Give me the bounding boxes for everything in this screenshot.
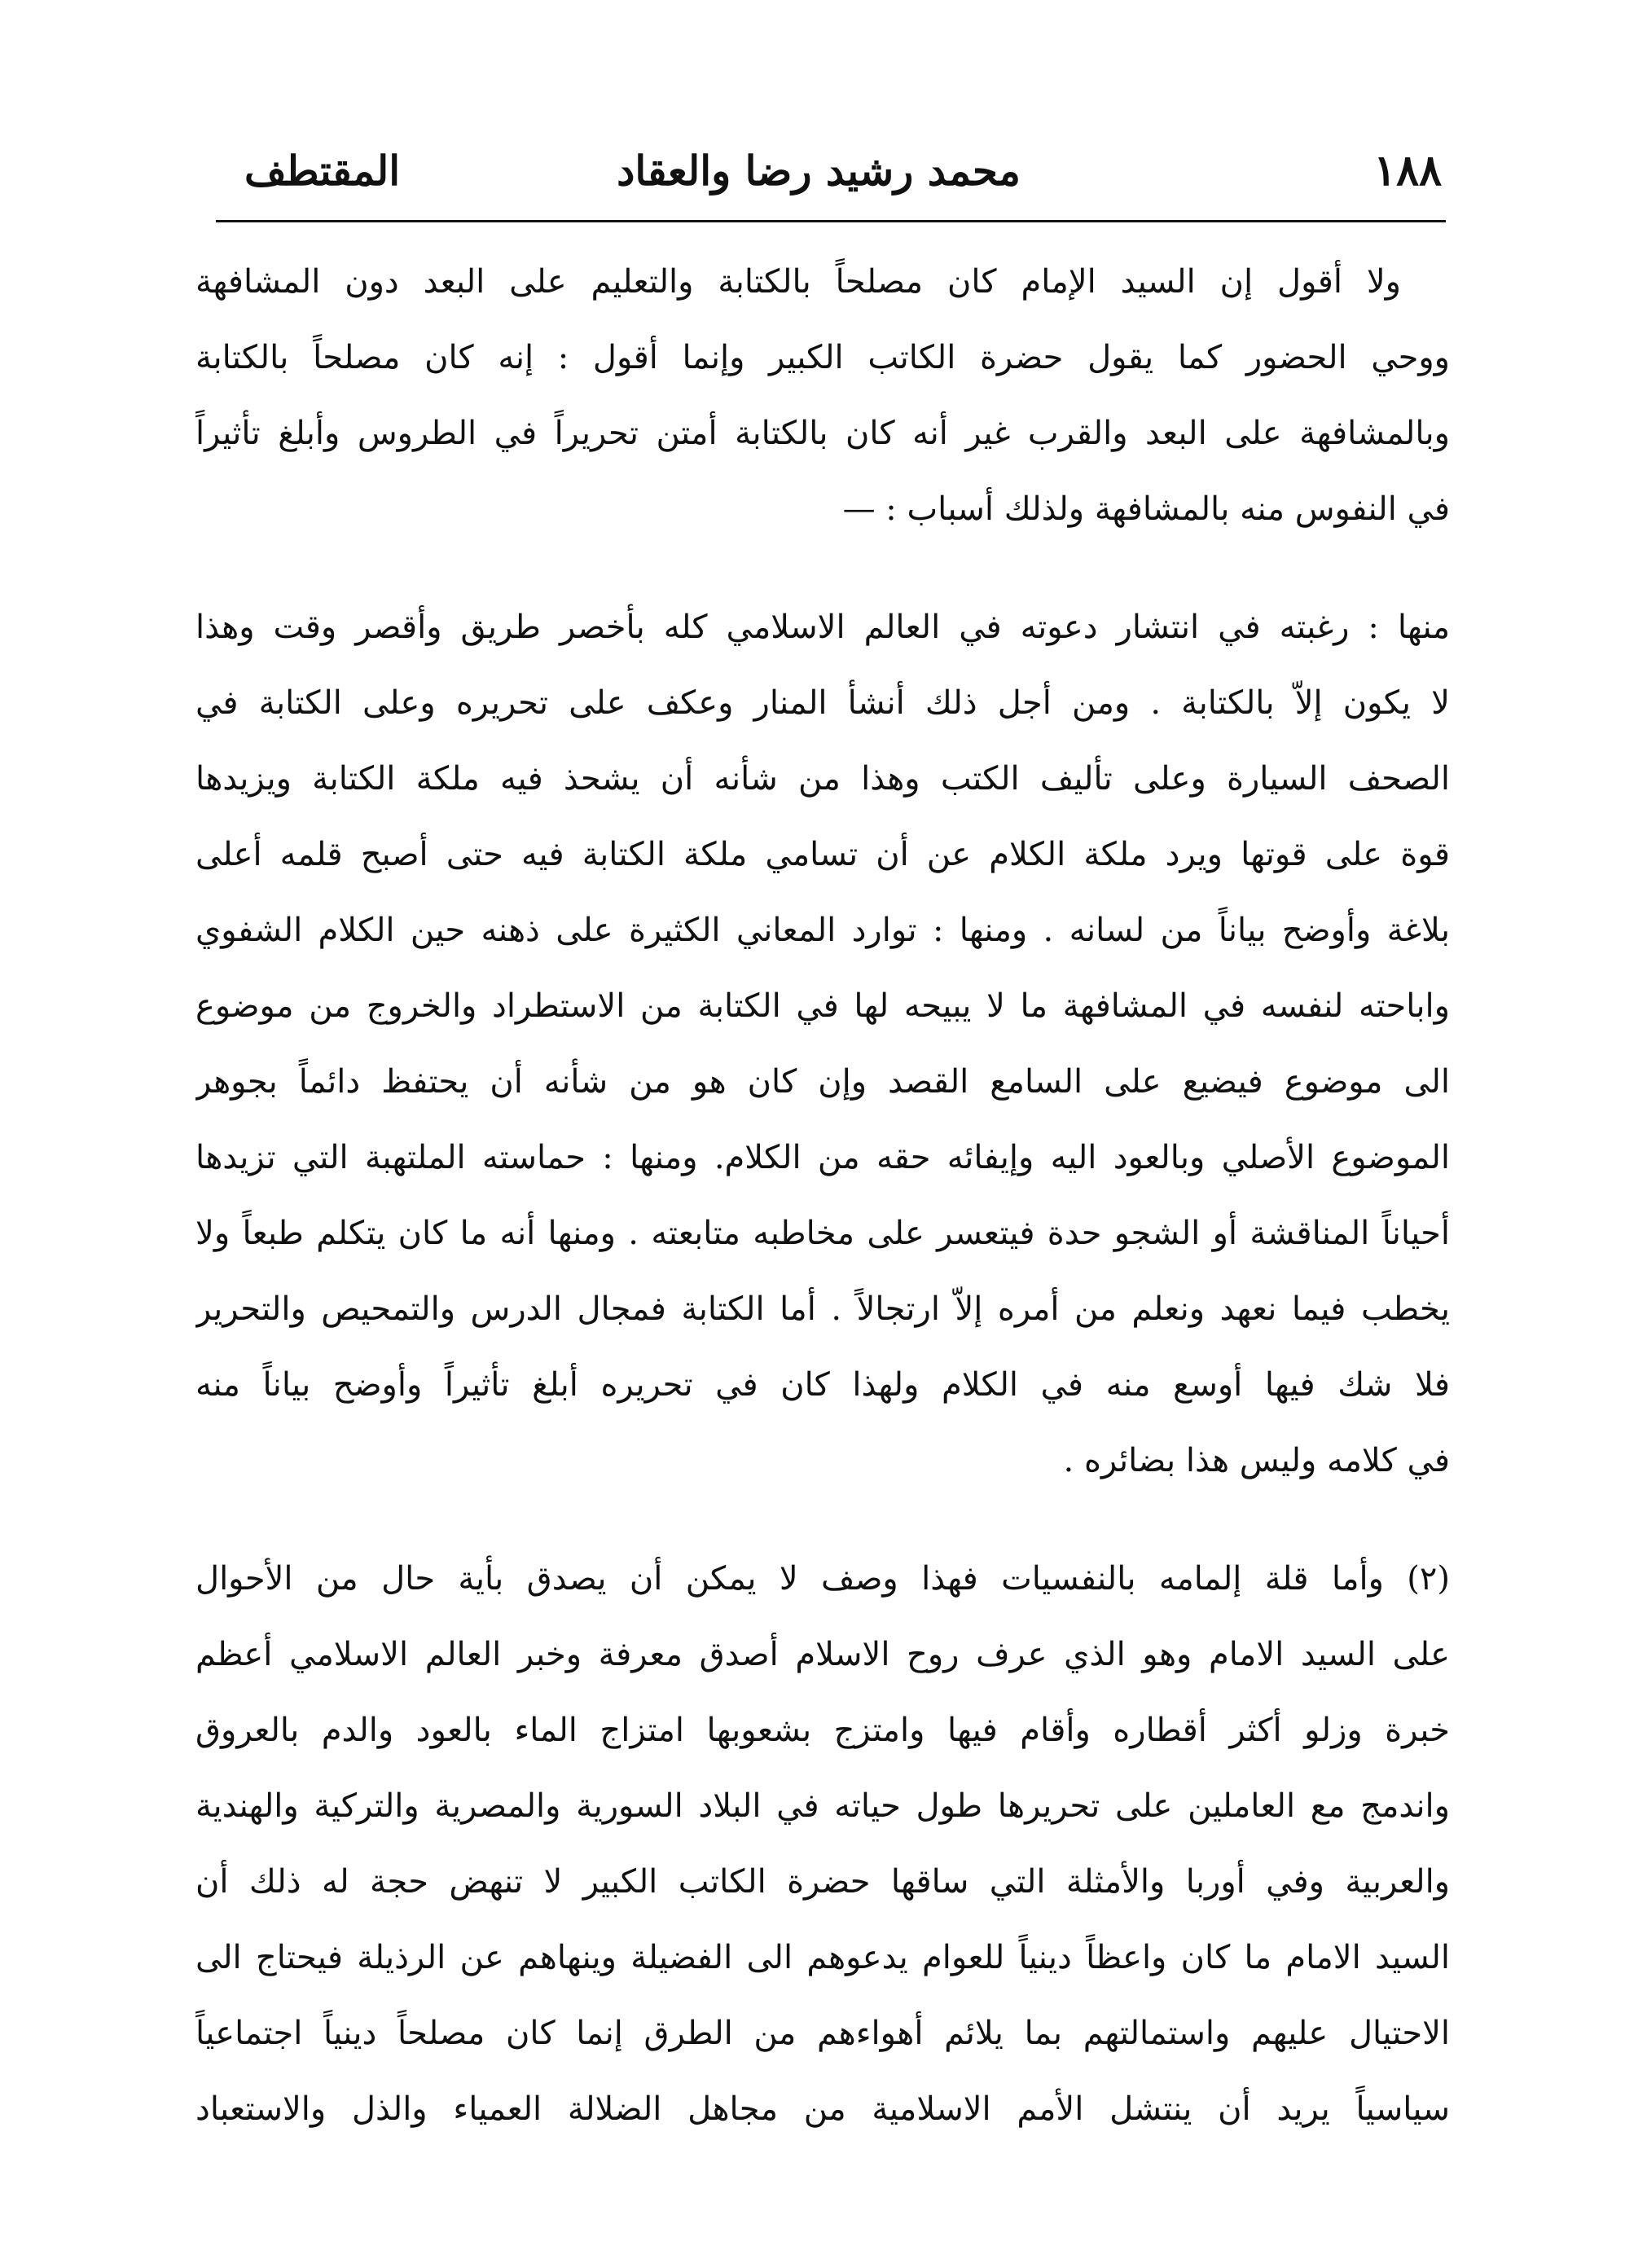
journal-name: المقتطف xyxy=(244,147,401,195)
text-line: واندمج مع العاملين على تحريرها طول حياته في البلاد السورية والمصرية والتركية والهندية xyxy=(195,1787,1450,1825)
text-line: يخطب فيما نعهد ونعلم من أمره إلاّ ارتجالاً . أما الكتابة فمجال الدرس والتمحيص والتحرير xyxy=(195,1290,1450,1328)
text-line: على السيد الامام وهو الذي عرف روح الاسلام أصدق معرفة وخبر العالم الاسلامي أعظم xyxy=(195,1636,1450,1673)
text-line: بلاغة وأوضح بياناً من لسانه . ومنها : توارد المعاني الكثيرة على ذهنه حين الكلام الشفوي xyxy=(195,912,1450,949)
text-line: الصحف السيارة وعلى تأليف الكتب وهذا من شأنه أن يشحذ فيه ملكة الكتابة ويزيدها xyxy=(195,760,1450,798)
running-header xyxy=(195,138,1442,204)
text-line: ووحي الحضور كما يقول حضرة الكاتب الكبير وإنما أقول : إنه كان مصلحاً بالكتابة xyxy=(195,339,1450,376)
paragraph-1 xyxy=(195,244,1450,547)
page-number: ١٨٨ xyxy=(1373,146,1442,196)
text-line: الاحتيال عليهم واستمالتهم بما يلائم أهواءهم من الطرق إنما كان مصلحاً دينياً اجتماعياً xyxy=(195,2015,1450,2052)
text-line: واباحته لنفسه في المشافهة ما لا يبيحه لها في الكتابة من الاستطراد والخروج من موضوع xyxy=(195,987,1450,1025)
text-line: ولا أقول إن السيد الإمام كان مصلحاً بالكتابة والتعليم على البعد دون المشافهة xyxy=(195,263,1401,301)
text-line: قوة على قوتها ويرد ملكة الكلام عن أن تسامي ملكة الكتابة فيه حتى أصبح قلمه أعلى xyxy=(195,836,1450,873)
text-line: (٢) وأما قلة إلمامه بالنفسيات فهذا وصف لا يمكن أن يصدق بأية حال من الأحوال xyxy=(195,1560,1450,1598)
text-line: وبالمشافهة على البعد والقرب غير أنه كان بالكتابة أمتن تحريراً في الطروس وأبلغ تأثيراً xyxy=(195,415,1450,452)
text-line: منها : رغبته في انتشار دعوته في العالم الاسلامي كله بأخصر طريق وأقصر وقت وهذا xyxy=(195,609,1450,646)
text-line: الموضوع الأصلي وبالعود اليه وإيفائه حقه من الكلام. ومنها : حماسته الملتهبة التي تزيدها xyxy=(195,1139,1450,1176)
text-line: والعربية وفي أوربا والأمثلة التي ساقها حضرة الكاتب الكبير لا تنهض حجة له ذلك أن xyxy=(195,1863,1450,1901)
text-line: في كلامه وليس هذا بضائره . xyxy=(1063,1442,1450,1479)
paragraph-2 xyxy=(195,590,1450,1499)
running-title: محمد رشيد رضا والعقاد xyxy=(617,147,1021,195)
text-line: في النفوس منه بالمشافهة ولذلك أسباب : — xyxy=(842,490,1450,528)
body-text xyxy=(195,244,1450,2190)
text-line: الى موضوع فيضيع على السامع القصد وإن كان هو من شأنه أن يحتفظ دائماً بجوهر xyxy=(195,1063,1450,1101)
text-line: لا يكون إلاّ بالكتابة . ومن أجل ذلك أنشأ المنار وعكف على تحريره وعلى الكتابة في xyxy=(195,684,1450,722)
text-line: أحياناً المناقشة أو الشجو حدة فيتعسر على مخاطبه متابعته . ومنها أنه ما كان يتكلم طبعاً ولا xyxy=(195,1215,1450,1252)
text-line: خبرة وزلو أكثر أقطاره وأقام فيها وامتزج بشعوبها امتزاج الماء بالعود والدم بالعروق xyxy=(195,1712,1450,1749)
text-line: فلا شك فيها أوسع منه في الكلام ولهذا كان في تحريره أبلغ تأثيراً وأوضح بياناً منه xyxy=(195,1366,1450,1404)
paragraph-3 xyxy=(195,1541,1450,2147)
text-line: سياسياً يريد أن ينتشل الأمم الاسلامية من مجاهل الضلالة العمياء والذل والاستعباد xyxy=(195,2090,1450,2128)
text-line: السيد الامام ما كان واعظاً دينياً للعوام يدعوهم الى الفضيلة وينهاهم عن الرذيلة فيحتاج الى xyxy=(195,1939,1450,1976)
header-rule xyxy=(216,220,1446,222)
